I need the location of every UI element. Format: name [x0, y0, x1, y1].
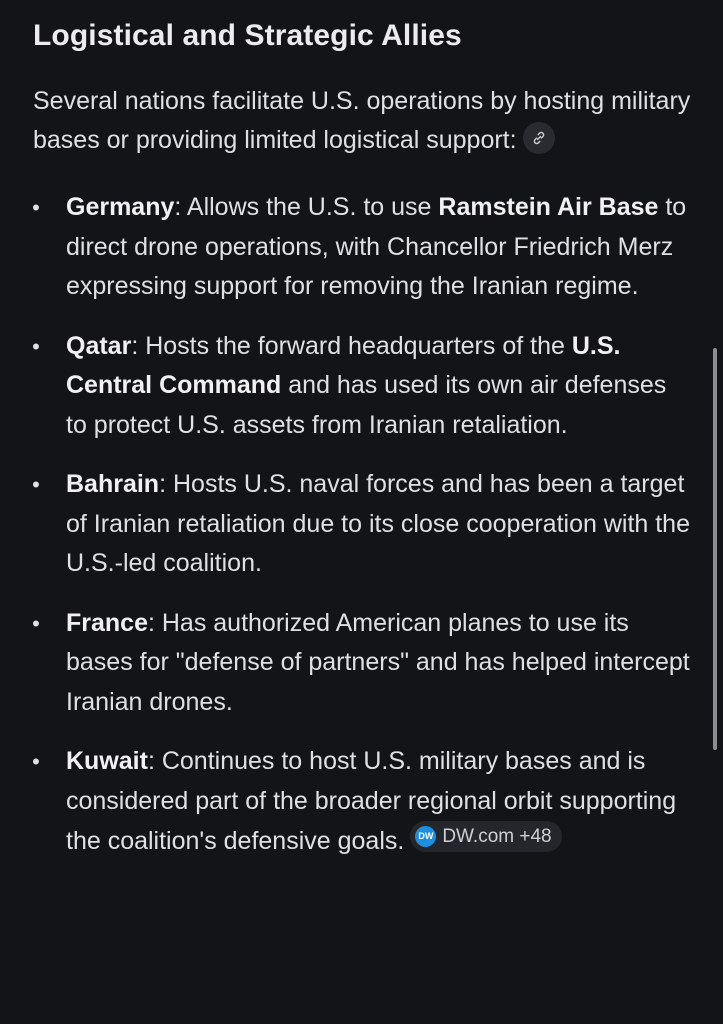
country-name: Qatar: [66, 331, 132, 360]
dw-logo-text: DW: [418, 831, 434, 841]
bullet: •: [32, 610, 40, 636]
bullet: •: [32, 333, 40, 359]
item-text: and has used its own air defenses to protect U.S. assets from Iranian retaliation.: [66, 371, 667, 439]
source-label: DW.com +48: [442, 826, 552, 847]
item-text: : Hosts the forward headquarters of the: [131, 331, 572, 360]
item-text: to direct drone operations, with Chancellor Friedrich Merz expressing support for removing the Iranian regime.: [66, 193, 687, 300]
intro-paragraph: [33, 82, 693, 160]
list-item-qatar: [33, 327, 693, 446]
country-name: Kuwait: [66, 747, 148, 775]
list-item-kuwait: [33, 742, 693, 862]
bullet: •: [32, 749, 40, 774]
list-item-germany: [33, 188, 693, 307]
country-name: France: [66, 608, 148, 637]
section-heading: Logistical and Strategic Allies: [33, 19, 462, 52]
response-content: [33, 16, 693, 882]
item-text: : Continues to host U.S. military bases and is considered part of the broader regional orbit supporting the coalition's defensive goals.: [66, 747, 677, 855]
dw-logo-icon: [415, 826, 436, 847]
item-text: : Allows the U.S. to use: [174, 193, 439, 221]
highlight-term: Ramstein Air Base: [438, 193, 659, 221]
item-text: : Hosts U.S. naval forces and has been a target of Iranian retaliation due to its close cooperation with the U.S.-led coalition.: [66, 470, 690, 577]
list-item-france: [33, 604, 693, 723]
intro-text: Several nations facilitate U.S. operations by hosting military bases or providing limited logistical support:: [33, 87, 691, 154]
list-item-bahrain: [33, 465, 693, 584]
allies-list: [33, 188, 693, 862]
country-name: Bahrain: [66, 470, 160, 498]
bullet: •: [32, 472, 40, 497]
source-chip[interactable]: [410, 821, 561, 852]
item-text: : Has authorized American planes to use its bases for "defense of partners" and has helped intercept Iranian drones.: [66, 608, 690, 716]
scrollbar-thumb[interactable]: [713, 348, 717, 750]
link-icon: [531, 130, 547, 146]
country-name: Germany: [66, 193, 175, 221]
highlight-term: U.S. Central Command: [66, 331, 621, 399]
bullet: •: [32, 195, 40, 220]
copy-link-button[interactable]: [523, 122, 555, 154]
